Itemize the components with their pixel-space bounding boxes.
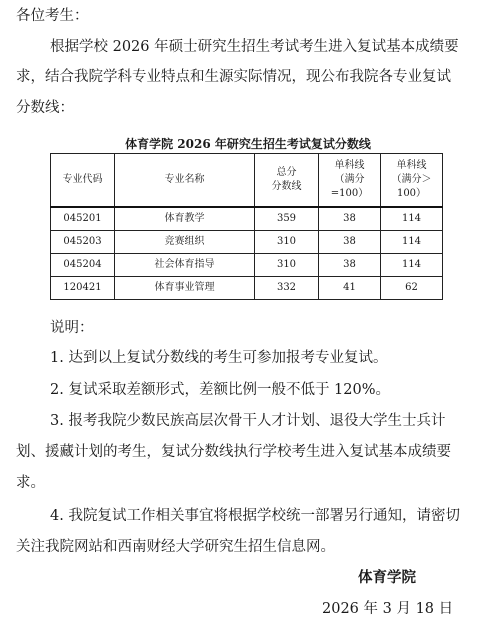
intro-line-2: 求，结合我院学科专业特点和生源实际情况，现公布我院各专业复试 bbox=[16, 69, 451, 85]
cell-code: 045204 bbox=[51, 254, 115, 277]
cell-single-gt100: 114 bbox=[381, 207, 443, 231]
table-row bbox=[51, 254, 443, 277]
cell-name: 体育事业管理 bbox=[115, 277, 255, 300]
signature-date: 2026 年 3 月 18 日 bbox=[322, 601, 454, 617]
table-row bbox=[51, 277, 443, 300]
header-single-gt100: 单科线 （满分＞ 100） bbox=[381, 154, 443, 208]
cell-name: 社会体育指导 bbox=[115, 254, 255, 277]
note-4-line-1: 4. 我院复试工作相关事宜将根据学校统一部署另行通知，请密切 bbox=[50, 508, 460, 524]
note-3-line-1: 3. 报考我院少数民族高层次骨干人才计划、退役大学生士兵计 bbox=[50, 413, 446, 429]
cell-single-100: 38 bbox=[319, 231, 381, 254]
cell-single-gt100: 114 bbox=[381, 231, 443, 254]
cell-single-gt100: 114 bbox=[381, 254, 443, 277]
note-1: 1. 达到以上复试分数线的考生可参加报考专业复试。 bbox=[50, 350, 388, 366]
cell-single-100: 38 bbox=[319, 207, 381, 231]
header-code: 专业代码 bbox=[51, 154, 115, 208]
cell-total: 359 bbox=[255, 207, 319, 231]
salutation: 各位考生： bbox=[16, 8, 89, 24]
cell-total: 310 bbox=[255, 231, 319, 254]
intro-line-1: 根据学校 2026 年硕士研究生招生考试考生进入复试基本成绩要 bbox=[50, 39, 459, 55]
cell-code: 120421 bbox=[51, 277, 115, 300]
note-2: 2. 复试采取差额形式，差额比例一般不低于 120%。 bbox=[50, 382, 391, 398]
cell-code: 045203 bbox=[51, 231, 115, 254]
table-header-row bbox=[51, 154, 443, 208]
cutoff-score-table bbox=[50, 153, 443, 300]
cell-name: 体育教学 bbox=[115, 207, 255, 231]
cell-code: 045201 bbox=[51, 207, 115, 231]
intro-line-3: 分数线： bbox=[16, 100, 74, 116]
cell-single-100: 38 bbox=[319, 254, 381, 277]
signature-org: 体育学院 bbox=[358, 569, 416, 586]
cell-single-100: 41 bbox=[319, 277, 381, 300]
header-name: 专业名称 bbox=[115, 154, 255, 208]
cell-total: 332 bbox=[255, 277, 319, 300]
table-title: 体育学院 2026 年研究生招生考试复试分数线 bbox=[125, 137, 371, 151]
notes-heading: 说明： bbox=[50, 320, 94, 336]
cell-total: 310 bbox=[255, 254, 319, 277]
note-3-line-2: 划、援藏计划的考生，复试分数线执行学校考生进入复试基本成绩要 bbox=[16, 444, 451, 460]
cell-name: 竞赛组织 bbox=[115, 231, 255, 254]
header-total: 总分 分数线 bbox=[255, 154, 319, 208]
note-4-line-2: 关注我院网站和西南财经大学研究生招生信息网。 bbox=[16, 539, 335, 555]
cell-single-gt100: 62 bbox=[381, 277, 443, 300]
header-single-100: 单科线 （满分 =100） bbox=[319, 154, 381, 208]
note-3-line-3: 求。 bbox=[16, 475, 45, 491]
table-row bbox=[51, 207, 443, 231]
table-row bbox=[51, 231, 443, 254]
